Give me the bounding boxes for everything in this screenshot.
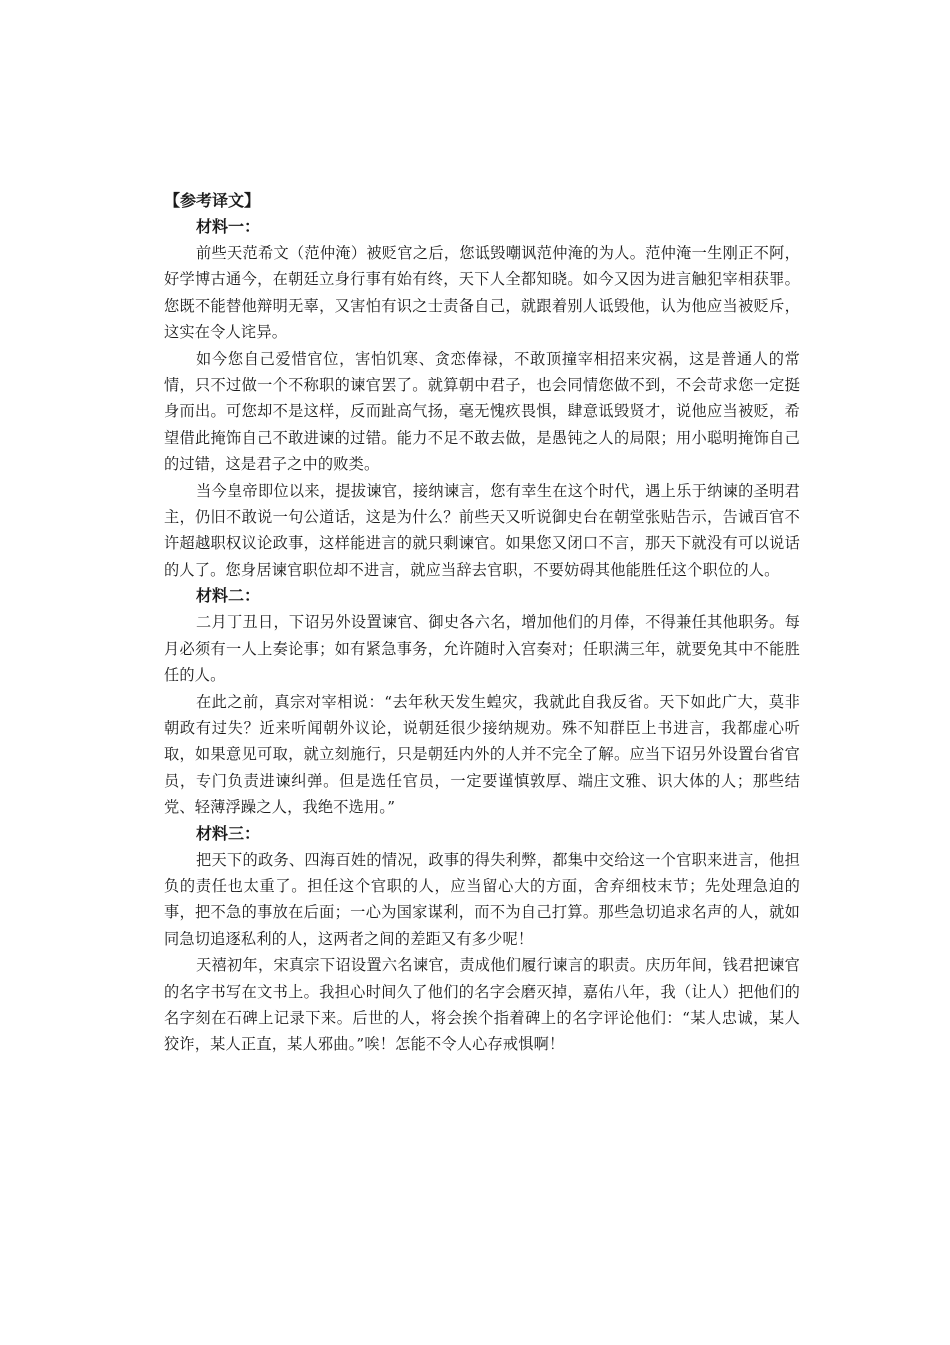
section-title: 材料三：: [196, 823, 261, 843]
section-material-1: [164, 214, 800, 583]
section-title: 材料一：: [196, 217, 261, 236]
translation-document: [164, 188, 800, 1058]
paragraph: 天禧初年，宋真宗下诏设置六名谏官，责成他们履行谏言的职责。庆历年间，钱君把谏官的名字书写在文书上。我担心时间久了他们的名字会磨灭掉，嘉佑八年，我（让人）把他们的名字刻在石碑上记录下来。后世的人，将会挨个指着碑上的名字评论他们：“某人忠诚，某人狡诈，某人正直，某人邪曲。”唉！怎能不令人心存戒惧啊！: [164, 956, 800, 1054]
document-heading: 【参考译文】: [164, 191, 261, 210]
paragraph: 在此之前，真宗对宰相说：“去年秋天发生蝗灾，我就此自我反省。天下如此广大，莫非朝政有过失？近来听闻朝外议论，说朝廷很少接纳规劝。殊不知群臣上书进言，我都虚心听取，如果意见可取，就立刻施行，只是朝廷内外的人并不完全了解。应当下诏另外设置台省官员，专门负责进谏纠弹。但是选任官员，一定要谨慎敦厚、端庄文雅、识大体的人；那些结党、轻薄浮躁之人，我绝不选用。”: [164, 692, 800, 817]
paragraph: 如今您自己爱惜官位，害怕饥寒、贪恋俸禄，不敢顶撞宰相招来灾祸，这是普通人的常情，只不过做一个不称职的谏官罢了。就算朝中君子，也会同情您做不到，不会苛求您一定挺身而出。可您却不是这样，反而趾高气扬，毫无愧疚畏惧，肆意诋毁贤才，说他应当被贬，希望借此掩饰自己不敢进谏的过错。能力不足不敢去做，是愚钝之人的局限；用小聪明掩饰自己的过错，这是君子之中的败类。: [164, 349, 800, 474]
paragraph: 当今皇帝即位以来，提拔谏官，接纳谏言，您有幸生在这个时代，遇上乐于纳谏的圣明君主，仍旧不敢说一句公道话，这是为什么？前些天又听说御史台在朝堂张贴告示，告诫百官不许超越职权议论政事，这样能进言的就只剩谏官。如果您又闭口不言，那天下就没有可以说话的人了。您身居谏官职位却不进言，就应当辞去官职，不要妨碍其他能胜任这个职位的人。: [164, 481, 800, 579]
section-material-2: [164, 583, 800, 820]
section-material-3: [164, 821, 800, 1058]
section-title: 材料二：: [196, 586, 261, 606]
paragraph: 二月丁丑日，下诏另外设置谏官、御史各六名，增加他们的月俸，不得兼任其他职务。每月必须有一人上奏论事；如有紧急事务，允许随时入宫奏对；任职满三年，就要免其中不能胜任的人。: [164, 613, 800, 685]
paragraph: 前些天范希文（范仲淹）被贬官之后，您诋毁嘲讽范仲淹的为人。范仲淹一生刚正不阿，好学博古通今，在朝廷立身行事有始有终，天下人全都知晓。如今又因为进言触犯宰相获罪。您既不能替他辩明无辜，又害怕有识之士责备自己，就跟着别人诋毁他，认为他应当被贬斥，这实在令人诧异。: [164, 244, 800, 342]
paragraph: 把天下的政务、四海百姓的情况，政事的得失利弊，都集中交给这一个官职来进言，他担负的责任也太重了。担任这个官职的人，应当留心大的方面，舍弃细枝末节；先处理急迫的事，把不急的事放在后面；一心为国家谋利，而不为自己打算。那些急切追求名声的人，就如同急切追逐私利的人，这两者之间的差距又有多少呢！: [164, 850, 800, 948]
